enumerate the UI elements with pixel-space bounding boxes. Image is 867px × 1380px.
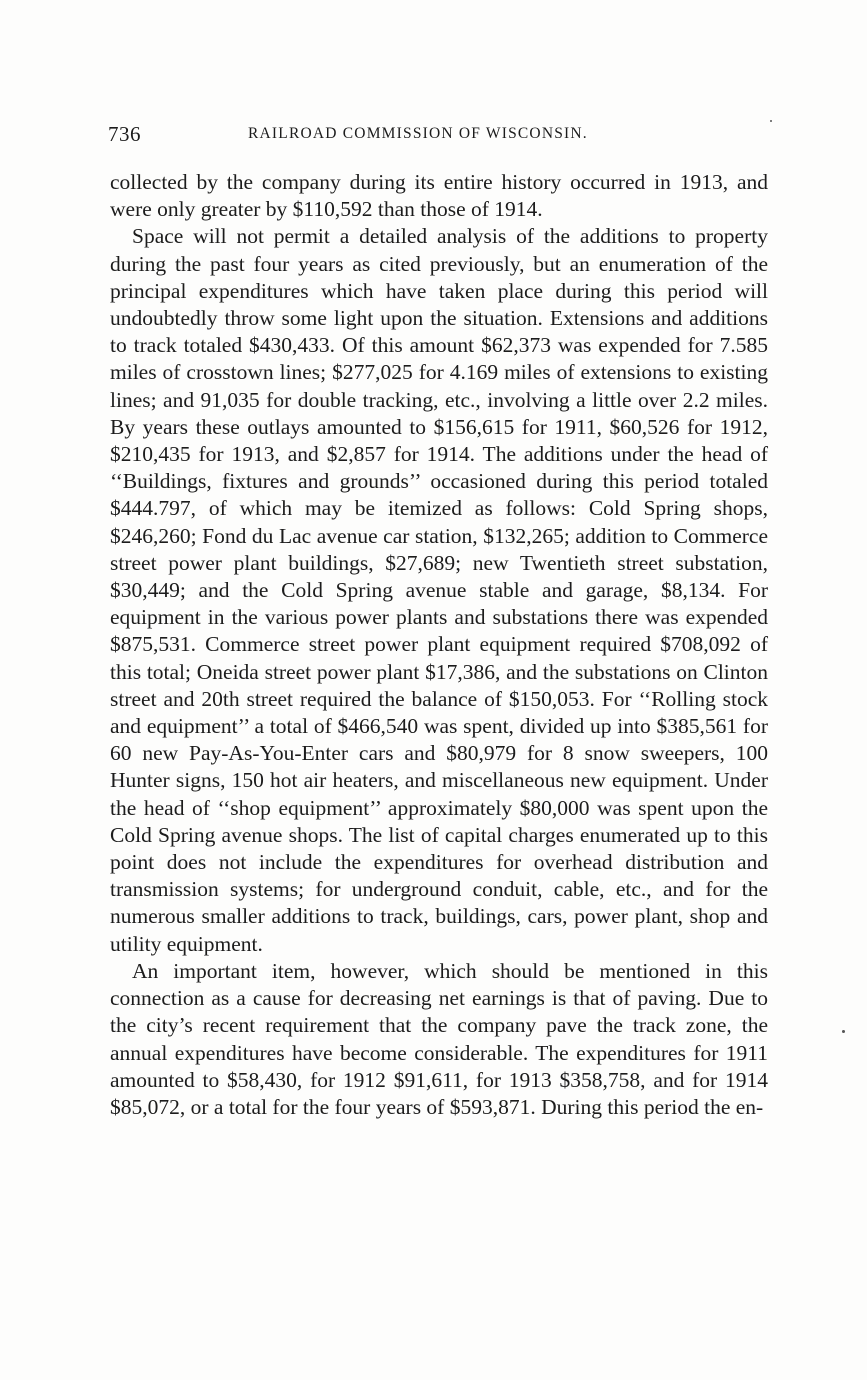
running-head: RAILROAD COMMISSION OF WISCONSIN.	[248, 125, 588, 142]
body-text	[110, 169, 768, 1121]
page-header	[108, 122, 768, 150]
paragraph-additions-to-property: Space will not permit a detailed analysis of the additions to property during the past four years as cited previously, but an enumeration of the principal expenditures which have taken place during this period will undoubtedly throw some light upon the situation. Extensions and additions to track totaled $430,433. Of this amount $62,373 was expended for 7.585 miles of crosstown lines; $277,025 for 4.169 miles of extensions to existing lines; and 91,035 for double tracking, etc., involving a little over 2.2 miles. By years these outlays amounted to $156,615 for 1911, $60,526 for 1912, $210,435 for 1913, and $2,857 for 1914. The additions under the head of ‘‘Buildings, fixtures and grounds’’ occasioned during this period totaled $444.797, of which may be itemized as follows: Cold Spring shops, $246,260; Fond du Lac avenue car station, $132,265; addition to Commerce street power plant buildings, $27,689; new Twentieth street substation, $30,449; and the Cold Spring avenue stable and garage, $8,134. For equipment in the various power plants and substations there was expended $875,531. Commerce street power plant equipment required $708,092 of this total; Oneida street power plant $17,386, and the substations on Clinton street and 20th street required the balance of $150,053. For ‘‘Rolling stock and equipment’’ a total of $466,540 was spent, divided up into $385,561 for 60 new Pay-As-You-Enter cars and $80,979 for 8 snow sweepers, 100 Hunter signs, 150 hot air heaters, and miscellaneous new equipment. Under the head of ‘‘shop equipment’’ approximately $80,000 was spent upon the Cold Spring avenue shops. The list of capital charges enumerated up to this point does not include the expenditures for overhead distribution and transmission systems; for underground conduit, cable, etc., and for the numerous smaller additions to track, buildings, cars, power plant, shop and utility equipment.	[110, 224, 768, 956]
scan-speck	[842, 1030, 845, 1033]
page-number: 736	[108, 122, 141, 146]
scan-speck	[770, 120, 772, 122]
paragraph-paving: An important item, however, which should be mentioned in this connection as a cause for decreasing net earnings is that of paving. Due to the city’s recent requirement that the company pave the track zone, the annual expenditures have become considerable. The expenditures for 1911 amounted to $58,430, for 1912 $91,611, for 1913 $358,758, and for 1914 $85,072, or a total for the four years of $593,871. During this period the en-	[110, 958, 768, 1119]
paragraph-continued: collected by the company during its entire history occurred in 1913, and were only greater by $110,592 than those of 1914.	[110, 170, 768, 222]
